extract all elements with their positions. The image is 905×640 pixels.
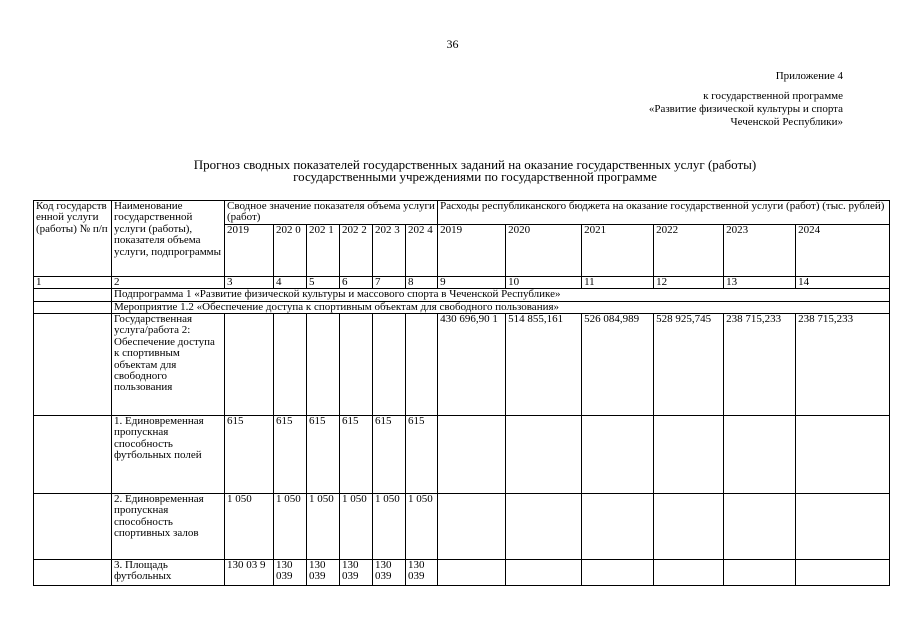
volume-cell: 1 050 <box>225 494 274 560</box>
expense-cell <box>654 416 724 494</box>
table-row <box>34 416 890 494</box>
column-number: 14 <box>796 276 890 288</box>
expense-cell: 430 696,90 1 <box>438 314 506 416</box>
header-expense-group: Расходы республиканского бюджета на оказание государственной услуги (работ) (тыс. рублей) <box>438 201 890 225</box>
volume-cell: 615 <box>225 416 274 494</box>
volume-cell <box>373 314 406 416</box>
header-expense-year: 2020 <box>506 224 582 276</box>
volume-cell: 130 039 <box>274 560 307 586</box>
expense-cell <box>582 416 654 494</box>
expense-cell: 238 715,233 <box>724 314 796 416</box>
column-number: 7 <box>373 276 406 288</box>
expense-cell: 238 715,233 <box>796 314 890 416</box>
event-row <box>34 301 890 313</box>
header-expense-year: 2024 <box>796 224 890 276</box>
page-number: 36 <box>446 37 459 51</box>
column-number: 9 <box>438 276 506 288</box>
volume-cell: 615 <box>406 416 438 494</box>
column-number-row <box>34 276 890 288</box>
row-name: 3. Площадь футбольных <box>112 560 225 586</box>
expense-cell <box>654 560 724 586</box>
subprogram-row <box>34 289 890 301</box>
column-number: 12 <box>654 276 724 288</box>
volume-cell <box>225 314 274 416</box>
column-number: 2 <box>112 276 225 288</box>
expense-cell <box>506 494 582 560</box>
header-expense-year: 2021 <box>582 224 654 276</box>
table-row <box>34 494 890 560</box>
header-volume-year: 202 2 <box>340 224 373 276</box>
column-number: 1 <box>34 276 112 288</box>
empty-cell <box>34 301 112 313</box>
document-title-line: Прогноз сводных показателей государственных заданий на оказание государственных услуг (работы) <box>193 157 757 172</box>
volume-cell: 615 <box>307 416 340 494</box>
volume-cell: 1 050 <box>340 494 373 560</box>
volume-cell: 1 050 <box>406 494 438 560</box>
appendix-line: «Развитие физической культуры и спорта <box>648 103 843 115</box>
volume-cell: 1 050 <box>373 494 406 560</box>
row-code <box>34 560 112 586</box>
column-number: 8 <box>406 276 438 288</box>
volume-cell: 130 039 <box>340 560 373 586</box>
volume-cell: 130 039 <box>373 560 406 586</box>
expense-cell <box>506 560 582 586</box>
column-number: 4 <box>274 276 307 288</box>
expense-cell <box>582 560 654 586</box>
expense-cell <box>724 494 796 560</box>
volume-cell <box>274 314 307 416</box>
volume-cell: 615 <box>340 416 373 494</box>
volume-cell: 1 050 <box>274 494 307 560</box>
header-volume-year: 202 4 <box>406 224 438 276</box>
column-number: 10 <box>506 276 582 288</box>
volume-cell: 130 039 <box>406 560 438 586</box>
subprogram-title: Подпрограмма 1 «Развитие физической культуры и массового спорта в Чеченской Республике» <box>112 289 890 301</box>
volume-cell: 130 03 9 <box>225 560 274 586</box>
volume-cell <box>340 314 373 416</box>
column-number: 13 <box>724 276 796 288</box>
expense-cell <box>724 416 796 494</box>
header-volume-year: 202 3 <box>373 224 406 276</box>
expense-cell <box>796 560 890 586</box>
expense-cell: 514 855,161 <box>506 314 582 416</box>
header-row <box>34 201 890 225</box>
document-title-line: государственными учреждениями по государственной программе <box>293 169 657 184</box>
event-title: Мероприятие 1.2 «Обеспечение доступа к спортивным объектам для свободного пользования» <box>112 301 890 313</box>
volume-cell: 1 050 <box>307 494 340 560</box>
volume-cell <box>406 314 438 416</box>
header-expense-year: 2022 <box>654 224 724 276</box>
appendix-title: Приложение 4 <box>775 70 843 82</box>
row-code <box>34 314 112 416</box>
volume-cell: 615 <box>373 416 406 494</box>
expense-cell <box>438 416 506 494</box>
header-expense-year: 2019 <box>438 224 506 276</box>
row-name: 2. Единовременная пропускная способность спортивных залов <box>112 494 225 560</box>
expense-cell <box>796 494 890 560</box>
header-expense-year: 2023 <box>724 224 796 276</box>
table-row <box>34 314 890 416</box>
column-number: 11 <box>582 276 654 288</box>
table-row <box>34 560 890 586</box>
column-number: 6 <box>340 276 373 288</box>
expense-cell <box>438 494 506 560</box>
row-name: Государственная услуга/работа 2: Обеспечение доступа к спортивным объектам для свободного пользования <box>112 314 225 416</box>
row-code <box>34 416 112 494</box>
volume-cell <box>307 314 340 416</box>
expense-cell <box>582 494 654 560</box>
header-volume-year: 202 0 <box>274 224 307 276</box>
empty-cell <box>34 289 112 301</box>
volume-cell: 130 039 <box>307 560 340 586</box>
expense-cell <box>654 494 724 560</box>
expense-cell <box>724 560 796 586</box>
volume-cell: 615 <box>274 416 307 494</box>
appendix-block <box>649 70 843 129</box>
expense-cell: 528 925,745 <box>654 314 724 416</box>
expense-cell: 526 084,989 <box>582 314 654 416</box>
expense-cell <box>438 560 506 586</box>
header-volume-year: 202 1 <box>307 224 340 276</box>
header-volume-group: Сводное значение показателя объема услуги (работ) <box>225 201 438 225</box>
expense-cell <box>506 416 582 494</box>
forecast-table <box>33 200 890 586</box>
expense-cell <box>796 416 890 494</box>
header-name: Наименование государственной услуги (работы), показателя объема услуги, подпрограммы <box>112 201 225 277</box>
appendix-line: к государственной программе <box>703 90 843 102</box>
row-name: 1. Единовременная пропускная способность футбольных полей <box>112 416 225 494</box>
header-volume-year: 2019 <box>225 224 274 276</box>
row-code <box>34 494 112 560</box>
document-title <box>80 159 870 183</box>
appendix-line: Чеченской Республики» <box>730 116 843 128</box>
column-number: 3 <box>225 276 274 288</box>
column-number: 5 <box>307 276 340 288</box>
header-code: Код государств енной услуги (работы) № п/п <box>34 201 112 277</box>
